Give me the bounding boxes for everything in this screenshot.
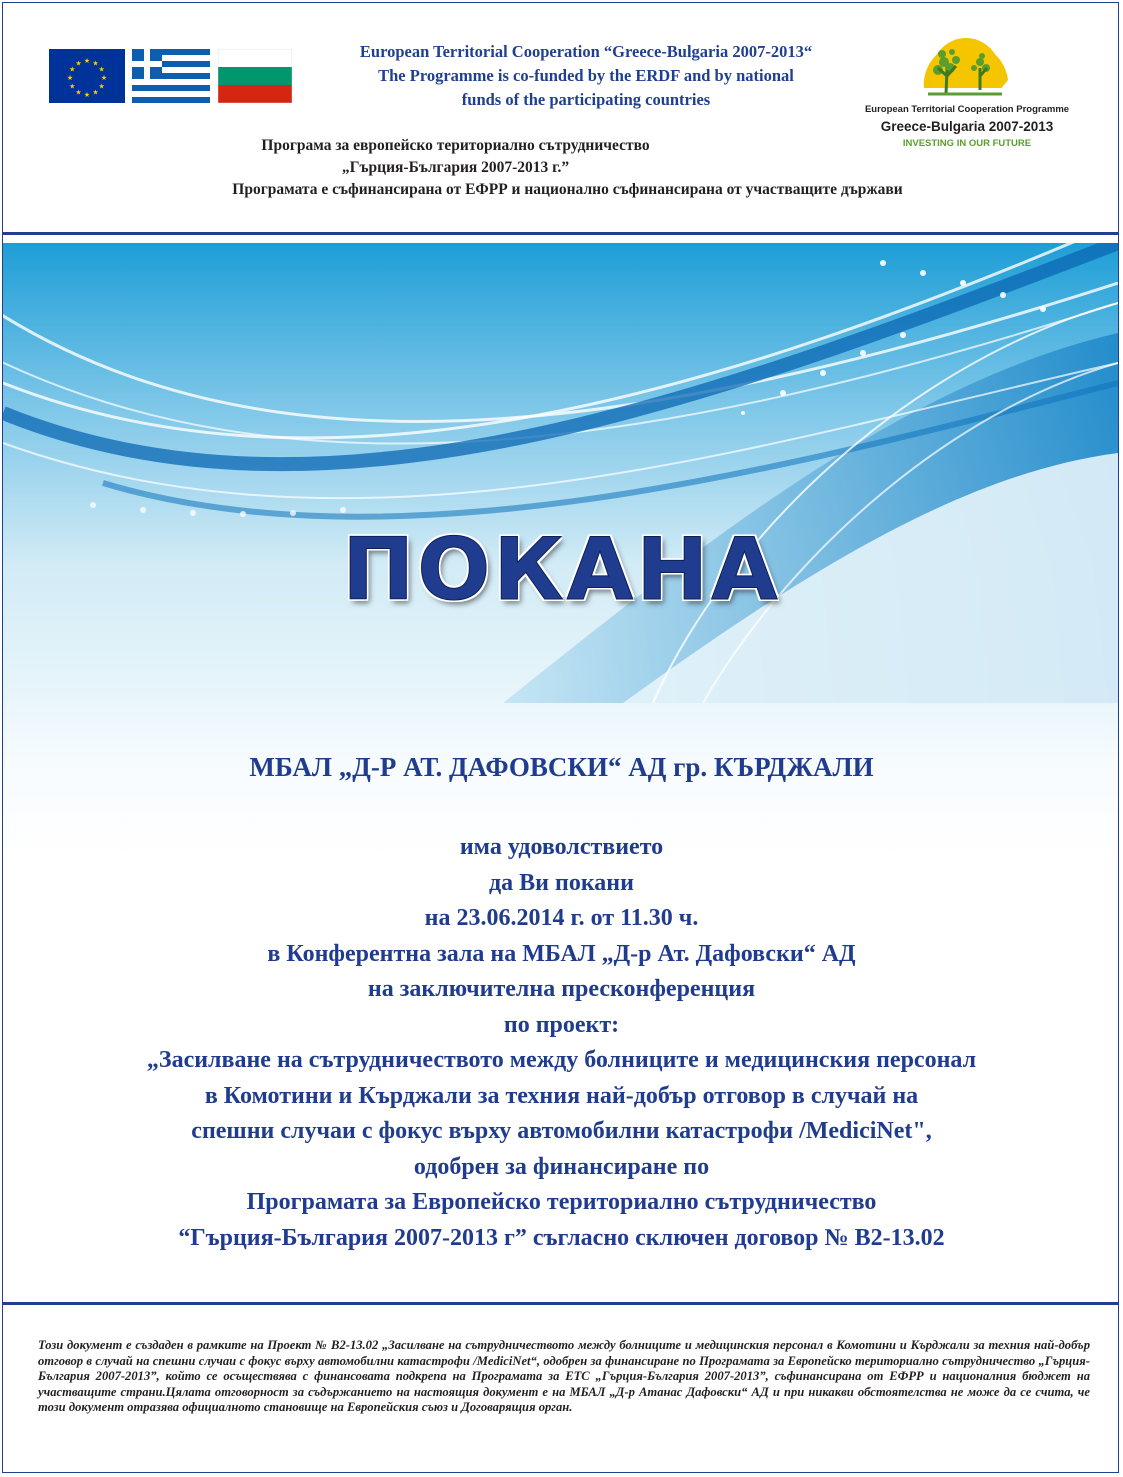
svg-text:★: ★ — [92, 88, 99, 97]
invitation-line: по проект: — [503, 1012, 620, 1038]
greece-flag — [132, 49, 210, 103]
svg-text:★: ★ — [83, 91, 91, 99]
project-title-line: спешни случаи с фокус върху автомобилни катастрофи /MediciNet", — [191, 1118, 932, 1144]
eu-flag — [49, 49, 125, 103]
svg-text:★: ★ — [66, 74, 74, 82]
event-date-time: на 23.06.2014 г. от 11.30 ч. — [424, 905, 699, 931]
svg-text:★: ★ — [69, 65, 76, 74]
logo-caption-greece-bulgaria: Greece-Bulgaria 2007-2013 — [880, 119, 1054, 134]
logo-caption-programme: European Territorial Cooperation Programme — [864, 104, 1070, 115]
programme-cofunding-en: The Programme is co-funded by the ERDF and by national — [378, 66, 794, 85]
invitation-title: ПОКАНА — [342, 520, 781, 620]
header — [0, 0, 1123, 232]
project-title-line: в Комотини и Кърджали за техния най-добър отговор в случай на — [204, 1083, 919, 1109]
programme-line: Програмата за Европейско териториално сътрудничество — [246, 1189, 877, 1215]
wave-banner — [3, 243, 1118, 703]
programme-logo — [852, 32, 1082, 152]
programme-cofunding-bg: Програмата е съфинансирана от ЕФРР и национално съфинансирана от участващите държави — [232, 181, 903, 198]
programme-funds-en: funds of the participating countries — [461, 90, 711, 109]
svg-text:★: ★ — [98, 82, 105, 91]
programme-title-en: European Territorial Cooperation “Greece-Bulgaria 2007-2013“ — [359, 42, 813, 61]
contract-line: “Гърция-България 2007-2013 г” съгласно сключен договор № B2-13.02 — [178, 1225, 945, 1251]
disclaimer-footnote: Този документ е създаден в рамките на Проект № B2-13.02 „Засилване на сътрудничеството между болниците и медицинския персонал в Комотини и Кърджали за техния най-добър отговор в случай на спешни случаи с фокус върху автомобилни катастрофи /MediciNet“, одобрен за финансиране по Програмата за Европейско териториално сътрудничество „Гърция-България 2007-2013”, който се осъществява с финансовата подкрепа на Програмата за ЕТС „Гърция-България 2007-2013”, съфинансирана от ЕФРР и националния бюджет на участващите страни.Цялата отговорност за съдържанието на настоящия документ е на МБАЛ „Д-р Атанас Дафовски“ АД и при никакви обстоятелства не може да се счита, че този документ отразява официалното становище на Европейския съюз и Договарящия орган. — [38, 1338, 1090, 1415]
event-type: на заключителна пресконференция — [367, 976, 756, 1002]
project-title-line: „Засилване на сътрудничеството между болниците и медицинския персонал — [146, 1047, 977, 1073]
event-venue: в Конферентна зала на МБАЛ „Д-р Ат. Дафовски“ АД — [267, 941, 856, 967]
svg-text:★: ★ — [100, 74, 108, 82]
header-divider — [2, 232, 1119, 235]
hospital-name: МБАЛ „Д-Р АТ. ДАФОВСКИ“ АД гр. КЪРДЖАЛИ — [249, 752, 874, 782]
invitation-line: има удоволствието — [459, 834, 664, 860]
svg-text:★: ★ — [98, 65, 105, 74]
svg-text:★: ★ — [75, 88, 82, 97]
svg-text:★: ★ — [75, 59, 82, 68]
footer-divider — [2, 1302, 1119, 1305]
logo-caption-slogan: INVESTING IN OUR FUTURE — [902, 138, 1032, 149]
invitation-line: да Ви покани — [489, 870, 634, 896]
bulgaria-flag — [218, 49, 292, 103]
programme-years-bg: „Гърция-България 2007-2013 г.” — [341, 159, 570, 176]
invitation-line: одобрен за финансиране по — [413, 1154, 710, 1180]
svg-text:★: ★ — [83, 57, 91, 65]
svg-text:★: ★ — [69, 82, 76, 91]
svg-text:★: ★ — [92, 59, 99, 68]
programme-title-bg: Програма за европейско териториално сътрудничество — [261, 137, 650, 154]
